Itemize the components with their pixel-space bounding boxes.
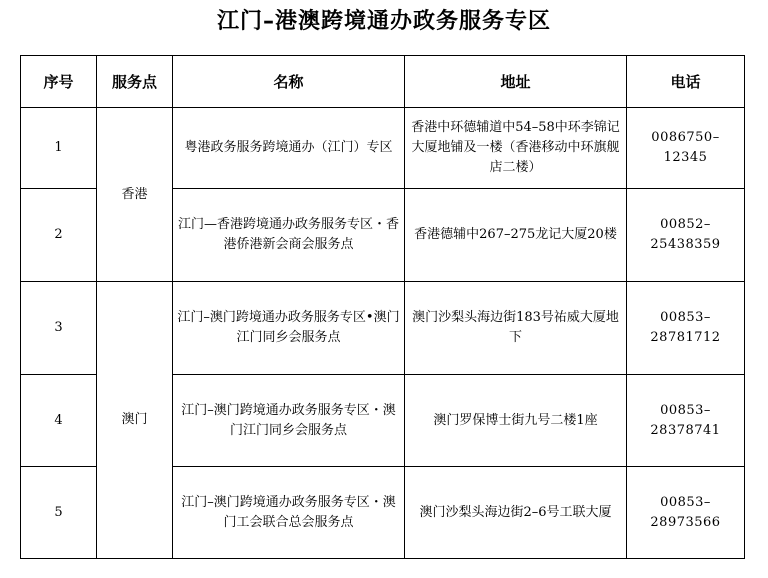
table-row — [21, 282, 745, 375]
site-macau: 澳门 — [97, 282, 173, 559]
row-name: 江门–澳门跨境通办政务服务专区・澳门工会联合总会服务点 — [173, 467, 405, 559]
header-phone: 电话 — [627, 56, 745, 108]
row-name: 江门—香港跨境通办政务服务专区・香港侨港新会商会服务点 — [173, 189, 405, 282]
row-index: 1 — [21, 108, 97, 189]
row-phone: 00853–28781712 — [627, 282, 745, 375]
row-index: 5 — [21, 467, 97, 559]
row-index: 3 — [21, 282, 97, 375]
row-address: 澳门罗保博士街九号二楼1座 — [405, 375, 627, 467]
row-name: 江门–澳门跨境通办政务服务专区•澳门江门同乡会服务点 — [173, 282, 405, 375]
table-row — [21, 108, 745, 189]
row-phone: 00852–25438359 — [627, 189, 745, 282]
row-address: 澳门沙梨头海边街2–6号工联大厦 — [405, 467, 627, 559]
header-name: 名称 — [173, 56, 405, 108]
row-phone: 00853–28378741 — [627, 375, 745, 467]
row-phone: 0086750–12345 — [627, 108, 745, 189]
header-site: 服务点 — [97, 56, 173, 108]
row-index: 2 — [21, 189, 97, 282]
row-address: 澳门沙梨头海边街183号祐威大厦地下 — [405, 282, 627, 375]
row-phone: 00853–28973566 — [627, 467, 745, 559]
header-index: 序号 — [21, 56, 97, 108]
document-title: 江门–港澳跨境通办政务服务专区 — [216, 9, 551, 34]
row-address: 香港中环德辅道中54–58中环李锦记大厦地铺及一楼（香港移动中环旗舰店二楼） — [405, 108, 627, 189]
row-name: 江门–澳门跨境通办政务服务专区・澳门江门同乡会服务点 — [173, 375, 405, 467]
row-index: 4 — [21, 375, 97, 467]
service-points-table — [20, 55, 745, 559]
site-hongkong: 香港 — [97, 108, 173, 282]
header-address: 地址 — [405, 56, 627, 108]
table-header-row — [21, 56, 745, 108]
row-name: 粤港政务服务跨境通办（江门）专区 — [173, 108, 405, 189]
row-address: 香港德辅中267–275龙记大厦20楼 — [405, 189, 627, 282]
